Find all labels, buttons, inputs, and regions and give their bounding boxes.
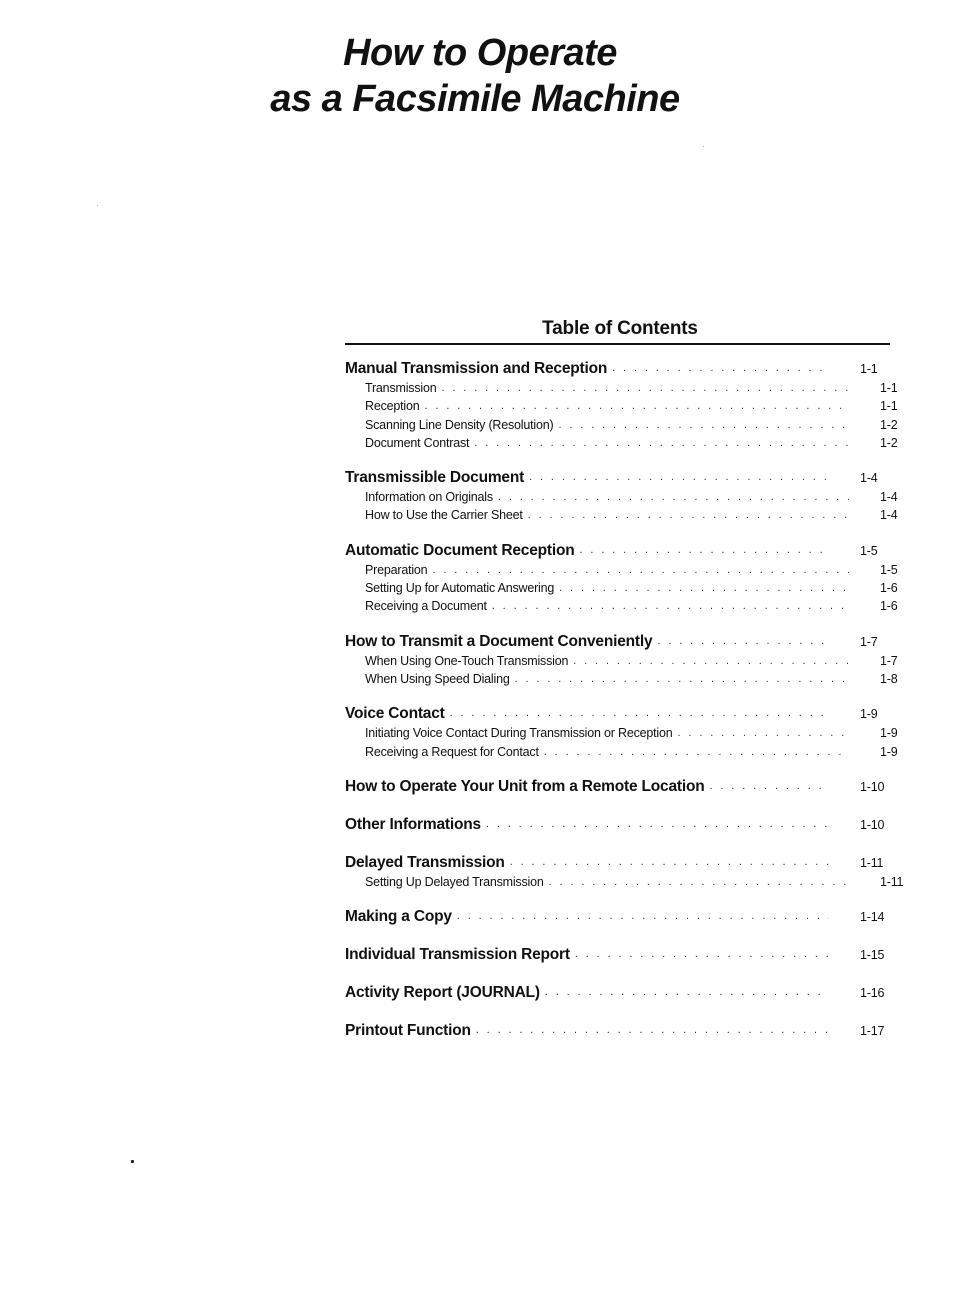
toc-entry-label: Printout Function bbox=[345, 1022, 471, 1040]
toc-page-number: 1-15 bbox=[860, 948, 885, 963]
toc-subentry bbox=[345, 506, 898, 524]
dot-leader bbox=[573, 652, 849, 670]
toc-subentry bbox=[345, 597, 898, 615]
toc-section bbox=[345, 704, 898, 761]
toc-entry-label: When Using Speed Dialing bbox=[365, 671, 510, 686]
dot-leader bbox=[528, 506, 849, 524]
dot-leader bbox=[492, 597, 849, 615]
toc-entry-label: Setting Up Delayed Transmission bbox=[365, 874, 544, 889]
toc-page-number: 1-11 bbox=[880, 874, 904, 889]
toc-entry-label: Automatic Document Reception bbox=[345, 541, 575, 559]
toc-section-heading bbox=[345, 907, 890, 927]
toc-section-heading bbox=[345, 541, 890, 561]
toc-entry-label: When Using One-Touch Transmission bbox=[365, 653, 569, 668]
dot-leader bbox=[529, 468, 829, 487]
toc-entry-text bbox=[365, 416, 853, 434]
toc-entry-text bbox=[365, 873, 853, 891]
toc-page-number: 1-4 bbox=[880, 490, 898, 505]
toc-entry-label: Transmissible Document bbox=[345, 469, 525, 487]
toc-entry-label: Manual Transmission and Reception bbox=[345, 360, 608, 377]
toc-page-number: 1-9 bbox=[860, 707, 878, 722]
table-of-contents bbox=[345, 318, 904, 1059]
title-line-2: as a Facsimile Machine bbox=[270, 78, 680, 120]
dot-leader bbox=[450, 704, 829, 723]
toc-entry-text bbox=[365, 670, 853, 688]
toc-entry-text bbox=[365, 579, 853, 597]
toc-section bbox=[345, 632, 898, 689]
toc-section bbox=[345, 907, 890, 927]
toc-section-heading bbox=[345, 359, 890, 379]
toc-heading: Table of Contents bbox=[542, 318, 698, 339]
toc-entry-label: How to Operate Your Unit from a Remote Location bbox=[345, 777, 705, 795]
toc-section-heading bbox=[345, 945, 890, 965]
toc-entry-text bbox=[345, 541, 833, 560]
toc-entry-text bbox=[365, 397, 853, 415]
toc-page-number: 1-7 bbox=[880, 653, 898, 668]
toc-subentry bbox=[345, 379, 898, 397]
toc-entry-text bbox=[345, 632, 833, 651]
dot-leader bbox=[549, 873, 849, 891]
toc-page-number: 1-4 bbox=[860, 471, 878, 486]
toc-entry-text bbox=[365, 652, 853, 670]
toc-entry-label: How to Transmit a Document Conveniently bbox=[345, 632, 653, 650]
dot-leader bbox=[709, 777, 829, 796]
toc-entry-text bbox=[365, 597, 853, 615]
scan-speck bbox=[97, 205, 98, 206]
dot-leader bbox=[678, 724, 849, 742]
toc-entry-label: Reception bbox=[365, 399, 420, 414]
toc-entry-text bbox=[345, 983, 833, 1002]
toc-subentry bbox=[345, 397, 898, 415]
dot-leader bbox=[515, 670, 849, 688]
toc-page-number: 1-7 bbox=[860, 634, 878, 649]
toc-page-number: 1-5 bbox=[880, 562, 898, 577]
toc-page-number: 1-10 bbox=[860, 779, 885, 794]
toc-entry-text bbox=[365, 379, 853, 397]
toc-page-number: 1-6 bbox=[880, 599, 898, 614]
dot-leader bbox=[474, 434, 849, 452]
toc-page-number: 1-4 bbox=[880, 508, 898, 523]
toc-page-number: 1-5 bbox=[860, 543, 878, 558]
toc-entry-label: Activity Report (JOURNAL) bbox=[345, 984, 540, 1002]
dot-leader bbox=[612, 359, 829, 378]
dot-leader bbox=[510, 853, 829, 872]
toc-entry-text bbox=[345, 815, 833, 834]
dot-leader bbox=[432, 561, 849, 579]
toc-subentry bbox=[345, 724, 898, 742]
toc-entry-label: Scanning Line Density (Resolution) bbox=[365, 417, 554, 432]
toc-page-number: 1-9 bbox=[880, 744, 898, 759]
toc-subentry bbox=[345, 434, 898, 452]
toc-entry-text bbox=[365, 743, 853, 761]
dot-leader bbox=[558, 416, 849, 434]
page-title bbox=[0, 30, 954, 122]
toc-entry-text bbox=[365, 724, 853, 742]
toc-entry-text bbox=[345, 359, 833, 378]
toc-entry-label: Document Contrast bbox=[365, 435, 470, 450]
toc-entry-label: Initiating Voice Contact During Transmission or Reception bbox=[365, 726, 673, 741]
toc-entry-label: Other Informations bbox=[345, 815, 481, 833]
toc-subentry bbox=[345, 743, 898, 761]
title-line-1: How to Operate bbox=[343, 32, 617, 74]
dot-leader bbox=[441, 379, 849, 397]
toc-section-heading bbox=[345, 704, 890, 724]
toc-section bbox=[345, 815, 890, 835]
toc-section bbox=[345, 983, 890, 1003]
toc-entry-label: Preparation bbox=[365, 562, 428, 577]
dot-leader bbox=[545, 983, 829, 1002]
toc-entry-label: Making a Copy bbox=[345, 908, 452, 926]
toc-section bbox=[345, 853, 904, 891]
toc-entry-text bbox=[345, 704, 833, 723]
toc-entry-text bbox=[365, 488, 853, 506]
toc-page-number: 1-11 bbox=[860, 855, 884, 870]
toc-page-number: 1-2 bbox=[880, 435, 898, 450]
toc-entry-text bbox=[345, 945, 833, 964]
toc-section-heading bbox=[345, 468, 890, 488]
toc-page-number: 1-14 bbox=[860, 910, 885, 925]
toc-subentry bbox=[345, 416, 898, 434]
toc-heading-rule bbox=[345, 343, 890, 345]
toc-section bbox=[345, 777, 890, 797]
toc-entry-text bbox=[345, 1021, 833, 1040]
toc-section bbox=[345, 359, 898, 452]
toc-subentry bbox=[345, 561, 898, 579]
toc-entry-text bbox=[345, 468, 833, 487]
toc-page-number: 1-2 bbox=[880, 417, 898, 432]
toc-section-heading bbox=[345, 983, 890, 1003]
toc-entry-text bbox=[345, 907, 833, 926]
toc-entry-text bbox=[345, 777, 833, 796]
toc-entry-text bbox=[365, 434, 853, 452]
scan-speck bbox=[131, 1160, 134, 1163]
toc-subentry bbox=[345, 488, 898, 506]
dot-leader bbox=[544, 743, 849, 761]
dot-leader bbox=[457, 907, 829, 926]
toc-entry-text bbox=[345, 853, 833, 872]
toc-entry-label: Information on Originals bbox=[365, 490, 493, 505]
toc-section-heading bbox=[345, 1021, 890, 1041]
toc-subentry bbox=[345, 579, 898, 597]
dot-leader bbox=[580, 541, 829, 560]
scan-speck bbox=[703, 146, 704, 147]
toc-page-number: 1-17 bbox=[860, 1024, 885, 1039]
dot-leader bbox=[476, 1021, 829, 1040]
toc-page-number: 1-1 bbox=[880, 381, 898, 395]
dot-leader bbox=[486, 815, 829, 834]
toc-subentry bbox=[345, 670, 898, 688]
toc-section bbox=[345, 468, 898, 525]
toc-page-number: 1-10 bbox=[860, 817, 885, 832]
toc-entry-label: Setting Up for Automatic Answering bbox=[365, 581, 555, 596]
toc-page-number: 1-6 bbox=[880, 581, 898, 596]
toc-entry-label: How to Use the Carrier Sheet bbox=[365, 508, 523, 523]
toc-entry-label: Individual Transmission Report bbox=[345, 946, 570, 964]
dot-leader bbox=[425, 397, 850, 415]
toc-section-heading bbox=[345, 815, 890, 835]
toc-page-number: 1-8 bbox=[880, 671, 898, 686]
dot-leader bbox=[559, 579, 849, 597]
dot-leader bbox=[498, 488, 849, 506]
toc-body bbox=[345, 359, 904, 1041]
toc-page-number: 1-16 bbox=[860, 986, 885, 1001]
toc-entry-label: Voice Contact bbox=[345, 705, 445, 723]
toc-entry-text bbox=[365, 506, 853, 524]
toc-entry-label: Delayed Transmission bbox=[345, 853, 505, 871]
dot-leader bbox=[575, 945, 829, 964]
toc-section bbox=[345, 945, 890, 965]
toc-subentry bbox=[345, 652, 898, 670]
dot-leader bbox=[657, 632, 829, 651]
toc-page-number: 1-1 bbox=[860, 362, 878, 376]
toc-entry-label: Receiving a Request for Contact bbox=[365, 744, 539, 759]
toc-section-heading bbox=[345, 777, 890, 797]
toc-section-heading bbox=[345, 632, 890, 652]
toc-section bbox=[345, 1021, 890, 1041]
toc-page-number: 1-1 bbox=[880, 399, 898, 414]
toc-entry-label: Receiving a Document bbox=[365, 599, 487, 614]
toc-subentry bbox=[345, 873, 904, 891]
toc-entry-label: Transmission bbox=[365, 381, 437, 395]
toc-page-number: 1-9 bbox=[880, 726, 898, 741]
toc-entry-text bbox=[365, 561, 853, 579]
toc-section-heading bbox=[345, 853, 890, 873]
toc-section bbox=[345, 541, 898, 616]
